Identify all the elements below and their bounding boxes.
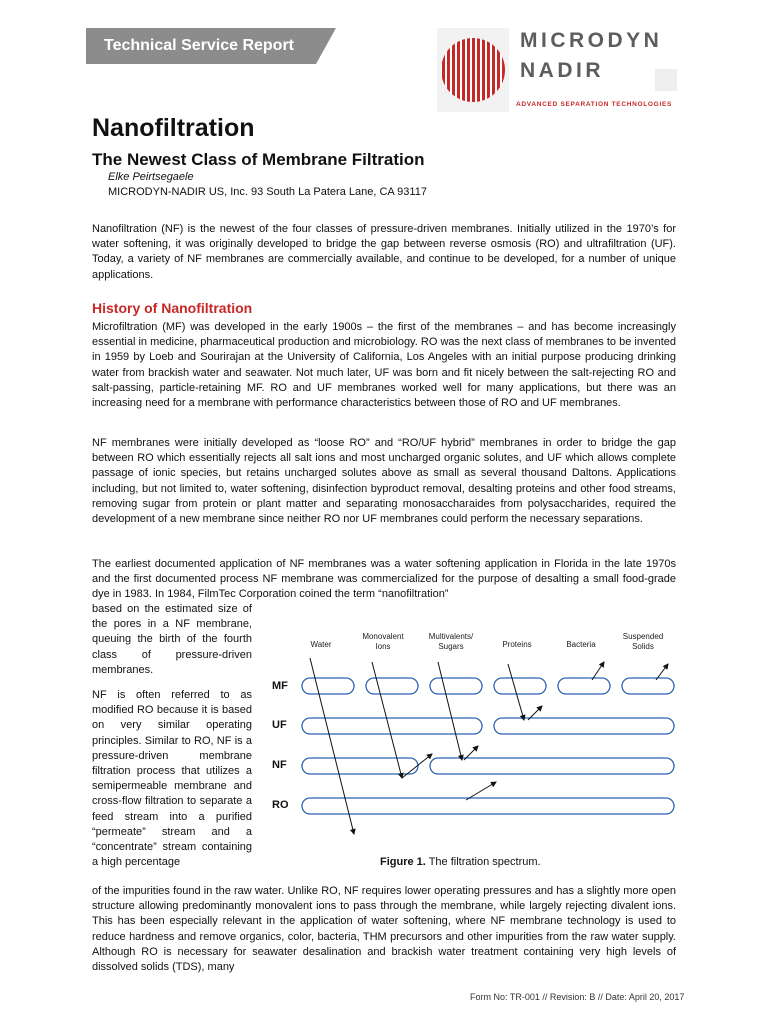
final-paragraph: of the impurities found in the raw water. Unlike RO, NF requires lower operating pressures and has a slightly more open structure allowing predominantly monovalent ions to pass through the membrane, while largely rejecting divalent ions. This has been especially relevant in the application of water softening, where NF membrane technology is used to reduce hardness and remove organics, color, bacteria, THM precursors and other impurities from the raw water supply. Although RO is necessary for seawater desalination and brackish water treatment containing very high levels of dissolved solids (TDS), many	[92, 885, 676, 974]
filtration-spectrum-figure	[262, 628, 676, 850]
column-label-suspended: Suspended Solids	[622, 632, 664, 651]
history-paragraph-1: Microfiltration (MF) was developed in the early 1900s – the first of the membranes – and has become increasingly essential in medicine, pharmaceutical production and microbiology. RO was the next class of membranes to be invented in 1959 by Loeb and Sourirajan at the University of California, Los Angeles with an initial purpose producing drinking water from brackish water and seawater. Not much later, UF was born and fit nicely between the salt-rejecting RO and salt-passing, particle-retaining MF. RO and UF membranes worked well for many applications, but there was an increasing need for a membrane with performance characteristics between those of RO and UF membranes.	[92, 321, 676, 410]
row-label-uf: UF	[272, 719, 287, 731]
author-affiliation: MICRODYN-NADIR US, Inc. 93 South La Patera Lane, CA 93117	[108, 186, 427, 198]
figure-caption-text: The filtration spectrum.	[425, 856, 541, 868]
company-logo-name	[520, 26, 662, 86]
section-heading: History of Nanofiltration	[92, 300, 253, 316]
report-type-banner	[86, 28, 336, 64]
column-label-monovalent: Monovalent Ions	[362, 632, 404, 651]
form-footer: Form No: TR-001 // Revision: B // Date: April 20, 2017	[470, 992, 685, 1002]
column-paragraph-2: NF is often referred to as modified RO because it is based on very similar operating principles. Similar to RO, NF is a pressure-driven membrane filtration process that utilizes a semipermeable membrane and cross-flow filtration to separate a feed stream into a purified “permeate” stream and a “concentrate” stream containing a high percentage	[92, 689, 252, 869]
history-paragraph-2: NF membranes were initially developed as “loose RO” and “RO/UF hybrid” membranes in order to bridge the gap between RO which essentially rejects all salt ions and most uncharged organic solutes, and UF which allows complete passage of ionic species, but retains uncharged solutes above as small as several thousand Daltons. Applications including, but not limited to, water softening, disinfection byproduct removal, desalting proteins and other food streams, removing sugar from protein or plant matter and separating monosaccharaides from polysaccharides, required the development of a new membrane since neither RO nor UF membranes could perform the necessary separations.	[92, 437, 676, 526]
figure-caption	[380, 856, 541, 868]
logo-decoration	[655, 69, 677, 91]
figure-caption-label: Figure 1.	[380, 856, 426, 868]
logo-line-2: NADIR	[520, 59, 604, 82]
row-label-ro: RO	[272, 799, 289, 811]
company-logo-icon	[437, 28, 509, 112]
history-paragraph-3: The earliest documented application of NF membranes was a water softening application in Florida in the late 1970s and the first documented process NF membrane was commercialized for the purpose of desalting a small food-grade dye in 1983. In 1984, FilmTec Corporation coined the term “nanofiltration”	[92, 558, 676, 601]
banner-text: Technical Service Report	[104, 37, 294, 54]
intro-paragraph: Nanofiltration (NF) is the newest of the four classes of pressure-driven membranes. Initially utilized in the 1970’s for water softening, it was originally developed to bridge the gap between reverse osmosis (RO) and ultrafiltration (UF). Today, a variety of NF membranes are commercially available, and continue to be developed, for a number of unique applications.	[92, 223, 676, 281]
author-name: Elke Peirtsegaele	[108, 171, 194, 183]
column-label-proteins: Proteins	[502, 640, 532, 649]
row-label-mf: MF	[272, 680, 288, 692]
column-label-multivalent: Multivalents/ Sugars	[428, 632, 474, 651]
logo-line-1: MICRODYN	[520, 29, 663, 52]
column-label-bacteria: Bacteria	[566, 640, 596, 649]
filtration-diagram	[262, 628, 676, 850]
document-title: Nanofiltration	[92, 114, 255, 142]
column-paragraph-1: based on the estimated size of the pores in a NF membrane, queuing the birth of the fourth class of pressure-driven membranes.	[92, 603, 252, 676]
logo-tagline: ADVANCED SEPARATION TECHNOLOGIES	[516, 101, 673, 108]
row-label-nf: NF	[272, 759, 287, 771]
column-label-water: Water	[310, 640, 332, 649]
document-subtitle: The Newest Class of Membrane Filtration	[92, 150, 425, 169]
